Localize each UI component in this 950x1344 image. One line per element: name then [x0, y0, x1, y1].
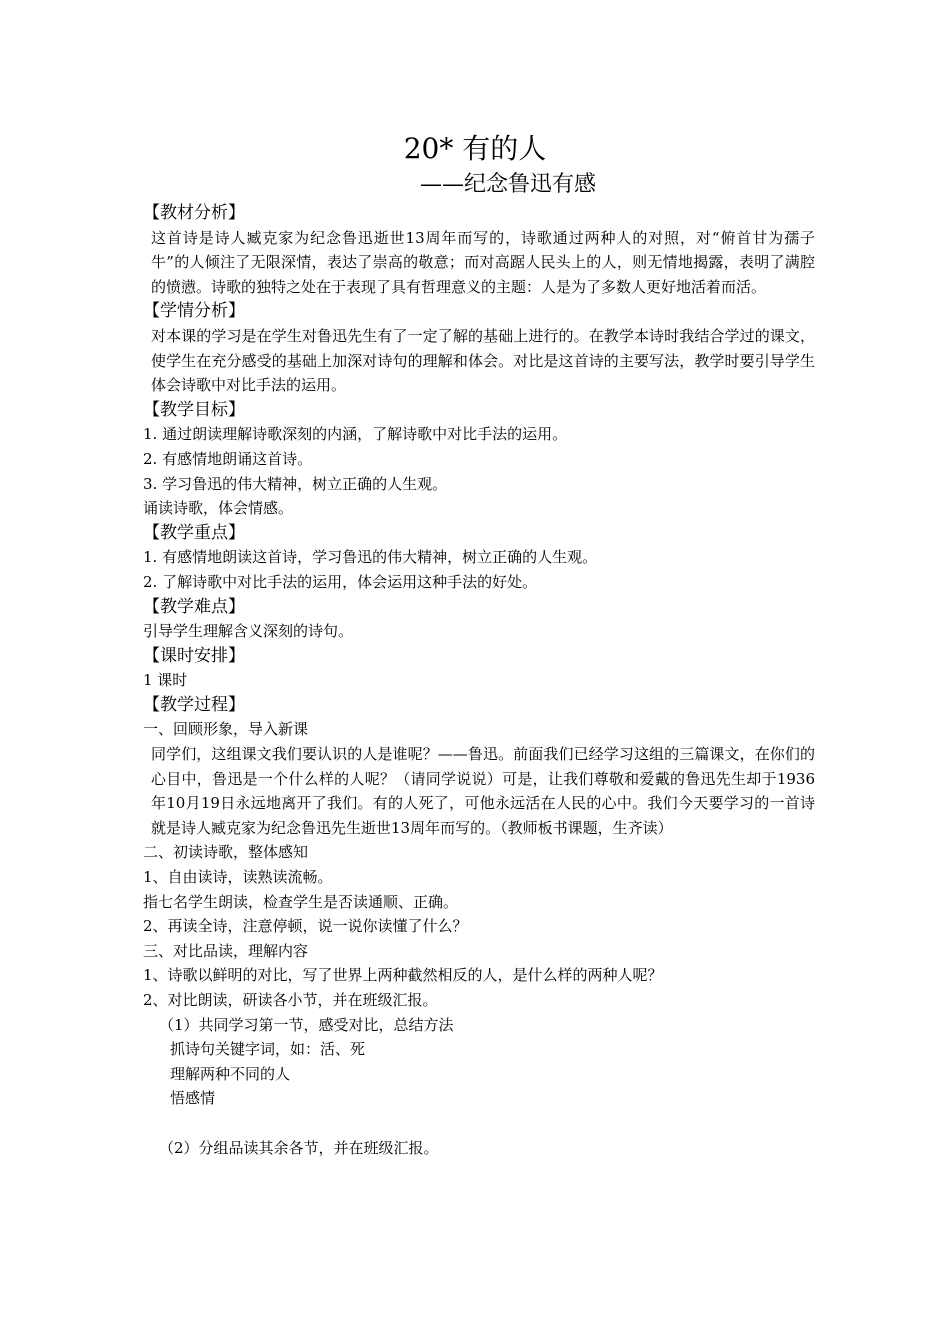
goal-item: 诵读诗歌，体会情感。	[143, 499, 294, 518]
process-step-title: 一、回顾形象，导入新课	[143, 720, 309, 739]
process-subitem-detail: 悟感情	[170, 1089, 216, 1108]
process-item: 1、自由读诗，读熟读流畅。	[143, 868, 333, 887]
difficulty-item: 引导学生理解含义深刻的诗句。	[143, 622, 354, 641]
goal-item: 2. 有感情地朗诵这首诗。	[143, 449, 313, 468]
schedule-item: 1 课时	[143, 671, 188, 690]
key-point-item: 1. 有感情地朗读这首诗，学习鲁迅的伟大精神，树立正确的人生观。	[143, 548, 598, 567]
section-heading-key-points: 【教学重点】	[143, 522, 245, 543]
process-item: 2、再读全诗，注意停顿，说一说你读懂了什么？	[143, 917, 468, 936]
blank-line	[143, 1111, 815, 1136]
key-point-item: 2. 了解诗歌中对比手法的运用，体会运用这种手法的好处。	[143, 572, 538, 591]
process-step-title: 三、对比品读，理解内容	[143, 941, 309, 960]
section-heading-schedule: 【课时安排】	[143, 645, 245, 666]
section-heading-students: 【学情分析】	[143, 301, 245, 322]
material-paragraph: 这首诗是诗人臧克家为纪念鲁迅逝世13周年而写的，诗歌通过两种人的对照，对“俯首甘为孺子牛”的人倾注了无限深情，表达了崇高的敬意；而对高踞人民头上的人，则无情地揭露，表明了满腔的愤懑。诗歌的独特之处在于表现了具有哲理意义的主题：人是为了多数人更好地活着而活。	[151, 228, 815, 296]
process-subitem: （2）分组品读其余各节，并在班级汇报。	[159, 1138, 439, 1157]
process-subitem-detail: 理解两种不同的人	[170, 1064, 291, 1083]
document-body	[143, 201, 815, 1160]
goal-item: 1. 通过朗读理解诗歌深刻的内涵，了解诗歌中对比手法的运用。	[143, 425, 568, 444]
goal-item: 3. 学习鲁迅的伟大精神，树立正确的人生观。	[143, 474, 448, 493]
process-subitem-detail: 抓诗句关键字词，如：活、死	[170, 1040, 366, 1059]
students-paragraph: 对本课的学习是在学生对鲁迅先生有了一定了解的基础上进行的。在教学本诗时我结合学过的课文，使学生在充分感受的基础上加深对诗句的理解和体会。对比是这首诗的主要写法，教学时要引导学生体会诗歌中对比手法的运用。	[151, 326, 815, 395]
document-subtitle: ——纪念鲁迅有感	[420, 172, 597, 197]
process-step-title: 二、初读诗歌，整体感知	[143, 843, 309, 862]
process-item: 指七名学生朗读，检查学生是否读通顺、正确。	[143, 892, 459, 911]
process-step-paragraph: 同学们，这组课文我们要认识的人是谁呢？——鲁迅。前面我们已经学习这组的三篇课文，在你们的心目中，鲁迅是一个什么样的人呢？（请同学说说）可是，让我们尊敬和爱戴的鲁迅先生却于1936年10月19日永远地离开了我们。有的人死了，可他永远活在人民的心中。我们今天要学习的一首诗就是诗人臧克家为纪念鲁迅先生逝世13周年而写的。（教师板书课题，生齐读）	[151, 745, 815, 837]
section-heading-goals: 【教学目标】	[143, 399, 245, 420]
section-heading-difficulties: 【教学难点】	[143, 596, 245, 617]
process-item: 2、对比朗读，研读各小节，并在班级汇报。	[143, 991, 438, 1009]
document-title: 20* 有的人	[403, 132, 547, 165]
section-heading-process: 【教学过程】	[143, 694, 245, 715]
process-item: 1、诗歌以鲜明的对比，写了世界上两种截然相反的人，是什么样的两种人呢？	[143, 966, 663, 985]
process-subitem: （1）共同学习第一节，感受对比，总结方法	[159, 1015, 454, 1034]
section-heading-material: 【教材分析】	[143, 203, 245, 223]
